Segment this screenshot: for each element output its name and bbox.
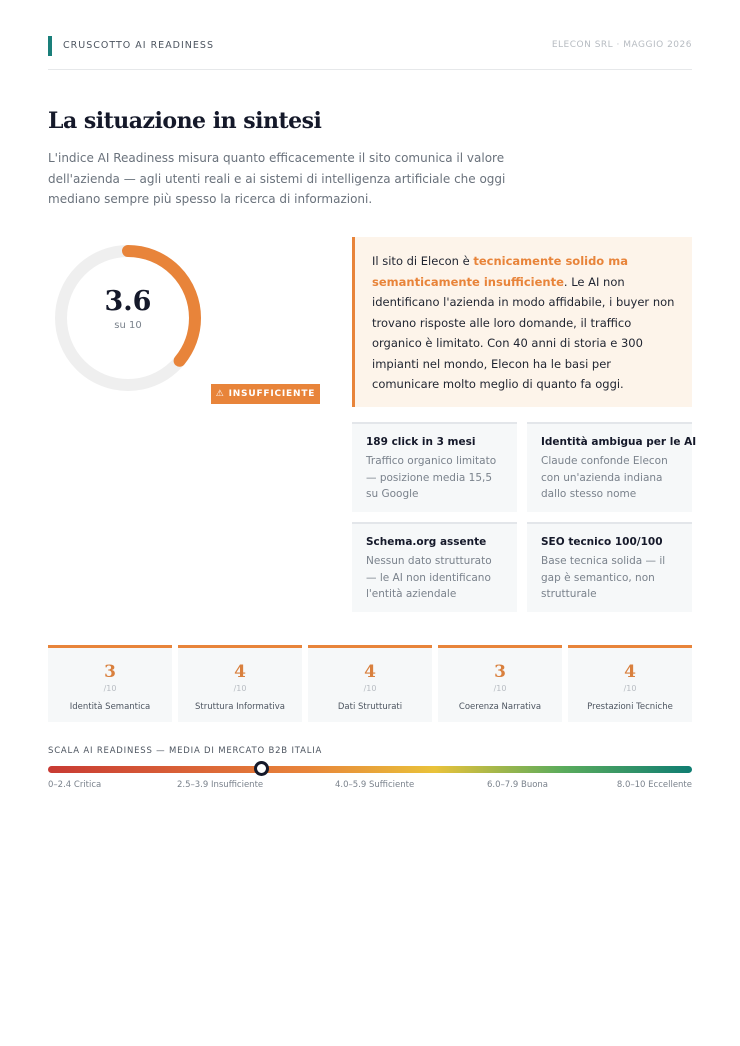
- finding-card: [527, 522, 692, 612]
- finding-card: [352, 422, 517, 512]
- metric-label: Coerenza Narrativa: [458, 702, 542, 712]
- header-meta: ELECON SRL · MAGGIO 2026: [551, 40, 692, 50]
- readiness-gauge: [48, 238, 208, 398]
- callout-text-before: Il sito di Elecon è: [372, 254, 474, 268]
- metric-value: 3: [104, 662, 116, 682]
- scale-marker: [254, 761, 269, 776]
- metric-unit: /10: [233, 684, 247, 693]
- finding-card: [352, 522, 517, 612]
- metric-label: Dati Strutturati: [337, 702, 403, 712]
- metric-unit: /10: [103, 684, 117, 693]
- status-badge: [211, 384, 320, 404]
- finding-card-desc: Claude confonde Elecon con un'azienda indiana dallo stesso nome: [541, 455, 668, 500]
- page-header: [48, 36, 692, 70]
- metric-label: Struttura Informativa: [195, 702, 285, 712]
- section-intro: L'indice AI Readiness misura quanto efficacemente il sito comunica il valore dell'azienda — agli utenti reali e ai sistemi di intelligenza artificiale che oggi mediano sempre più spesso la ricerca di informazioni.: [48, 151, 506, 206]
- finding-card-desc: Nessun dato strutturato — le AI non identificano l'entità aziendale: [366, 555, 492, 600]
- metric-unit: /10: [623, 684, 637, 693]
- finding-card-title: 189 click in 3 mesi: [366, 436, 476, 448]
- summary-callout: [352, 237, 692, 407]
- metric-value: 3: [494, 662, 506, 682]
- scale-label: 0–2.4 Critica: [48, 780, 102, 790]
- gauge-ring: [48, 238, 208, 398]
- badge-text: ⚠ INSUFFICIENTE: [215, 389, 316, 399]
- finding-card-title: Schema.org assente: [366, 536, 487, 548]
- scale-label: 8.0–10 Eccellente: [616, 780, 692, 790]
- metric-tile: [308, 645, 432, 722]
- metric-label: Identità Semantica: [69, 702, 151, 712]
- metric-label: Prestazioni Tecniche: [587, 702, 673, 712]
- header-accent-bar: [48, 36, 52, 56]
- metric-tile: [568, 645, 692, 722]
- finding-card-desc: Base tecnica solida — il gap è semantico, non strutturale: [541, 555, 666, 600]
- metric-value: 4: [234, 662, 246, 682]
- scale-title: SCALA AI READINESS — MEDIA DI MERCATO B2B ITALIA: [48, 746, 323, 756]
- metric-value: 4: [364, 662, 376, 682]
- callout-text-after: . Le AI non identificano l'azienda in modo affidabile, i buyer non trovano risposte alle loro domande, il traffico organico è limitato. Con 40 anni di storia e 300 impianti nel mondo, Elecon ha le basi per comunicare molto meglio di quanto fa oggi.: [372, 274, 675, 391]
- header-label: CRUSCOTTO AI READINESS: [63, 40, 214, 51]
- scale-label: 4.0–5.9 Sufficiente: [335, 780, 415, 790]
- callout-highlight: tecnicamente solido ma semanticamente insufficiente: [372, 254, 628, 289]
- metric-unit: /10: [493, 684, 507, 693]
- finding-card-title: SEO tecnico 100/100: [541, 536, 663, 548]
- finding-card-title: Identità ambigua per le AI: [541, 436, 697, 448]
- scale-label: 2.5–3.9 Insufficiente: [177, 780, 264, 790]
- finding-card: [527, 422, 697, 512]
- finding-card-desc: Traffico organico limitato — posizione media 15,5 su Google: [366, 455, 497, 500]
- gauge-max-label: su 10: [114, 320, 142, 331]
- metric-unit: /10: [363, 684, 377, 693]
- scale-labels: [48, 780, 692, 794]
- metric-tile: [178, 645, 302, 722]
- metric-tile: [438, 645, 562, 722]
- gauge-score: 3.6: [104, 286, 152, 317]
- metric-tile: [48, 645, 172, 722]
- metric-value: 4: [624, 662, 636, 682]
- section-title: La situazione in sintesi: [48, 108, 322, 134]
- scale-label: 6.0–7.9 Buona: [487, 780, 549, 790]
- readiness-scale-bar: [48, 766, 692, 773]
